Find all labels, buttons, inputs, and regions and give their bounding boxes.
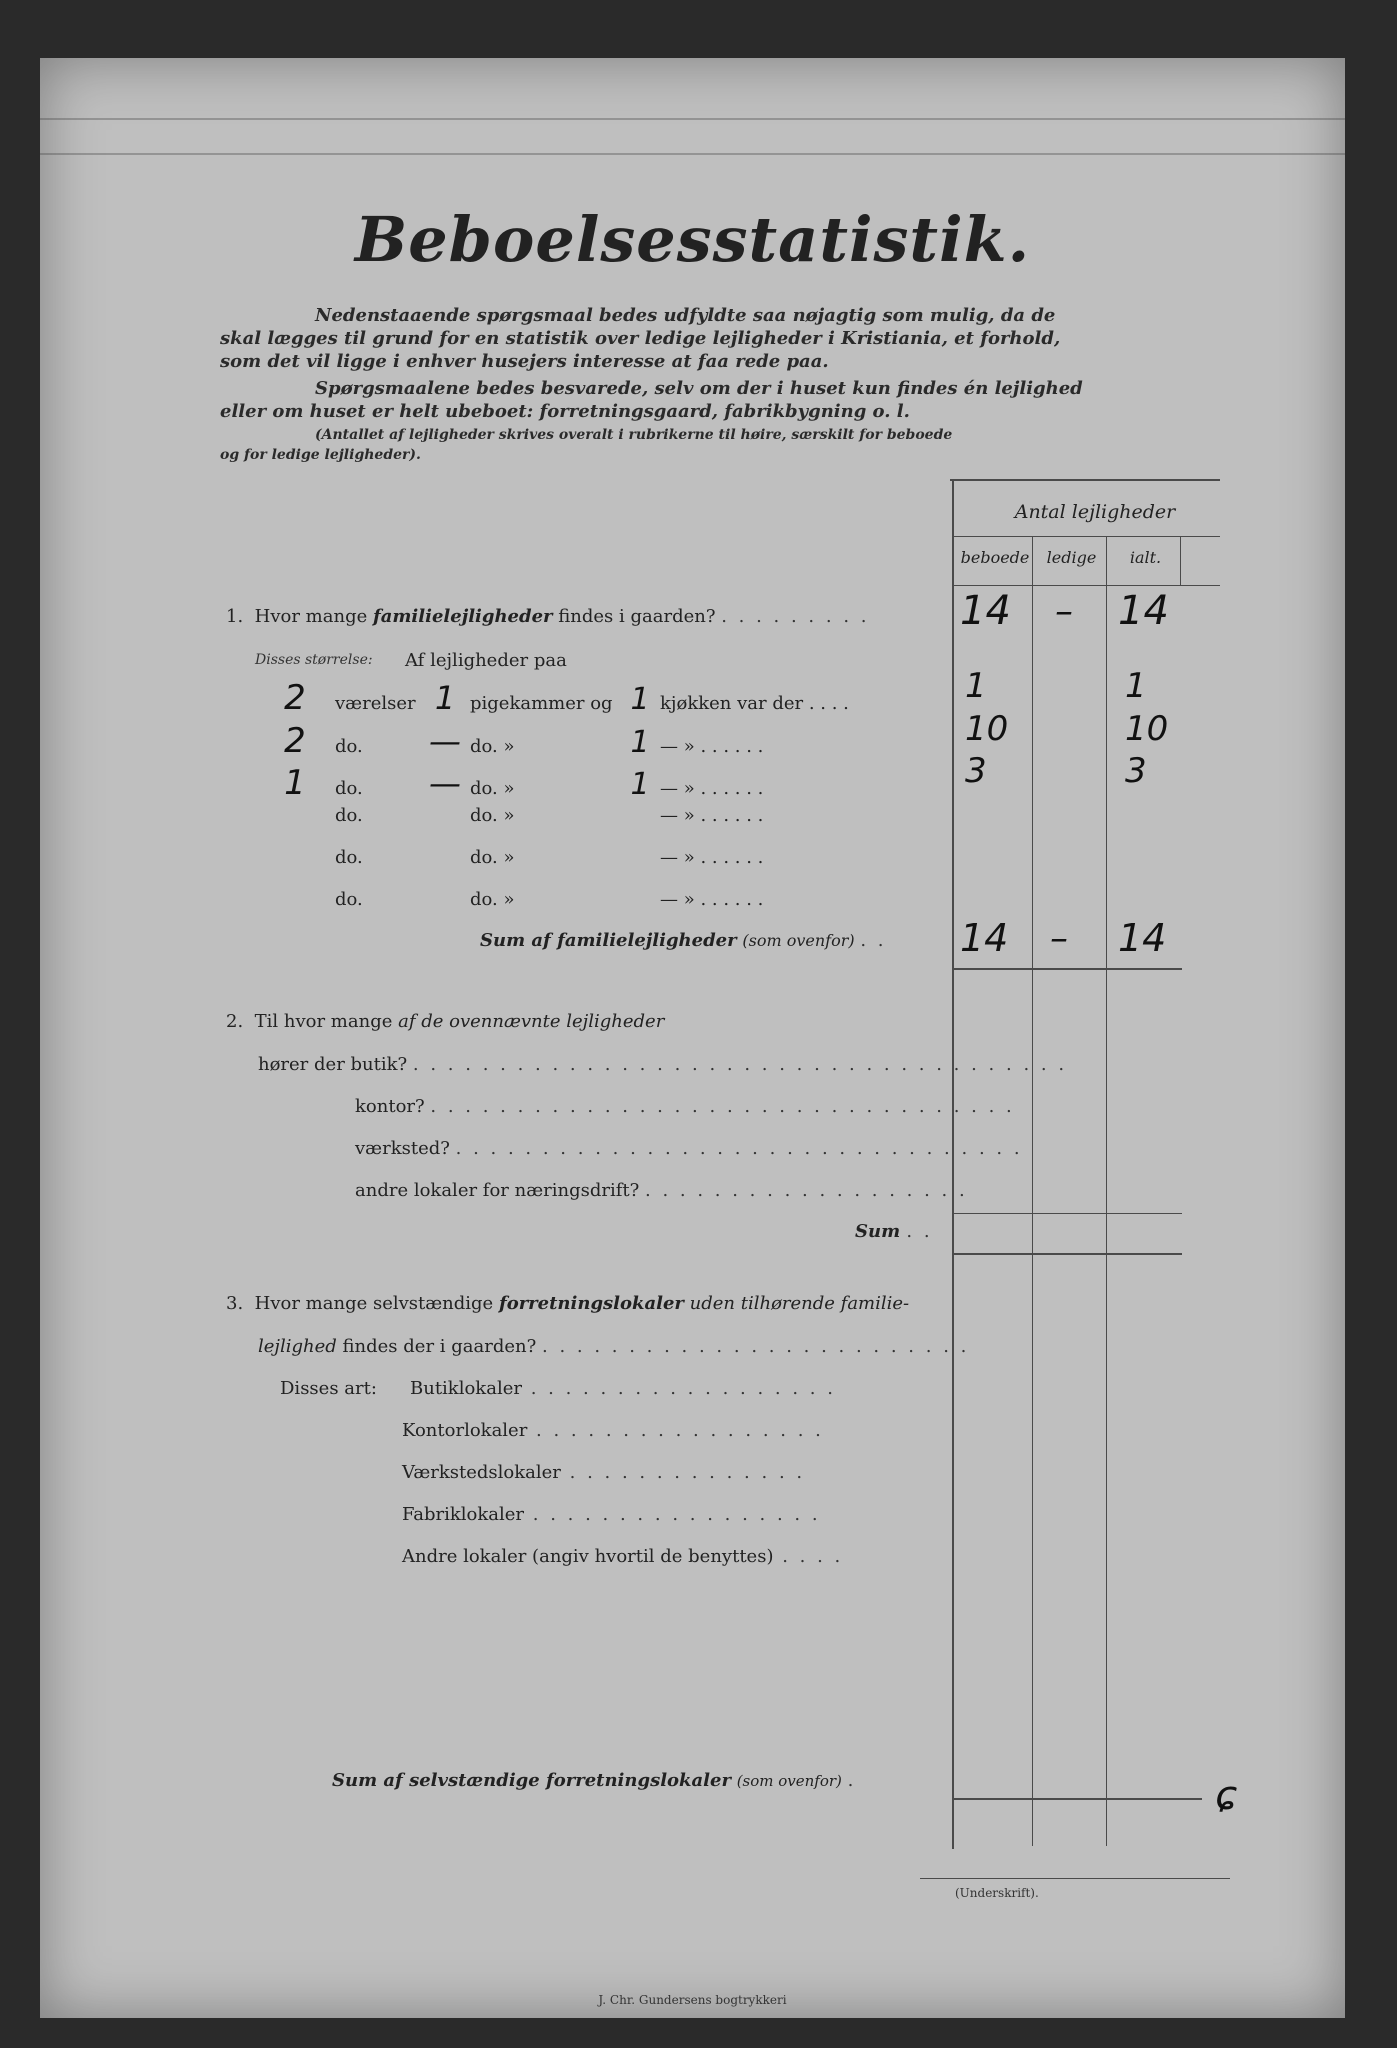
column-header-ledige: ledige	[1046, 548, 1097, 567]
sum-ialt-value: 14	[1118, 916, 1167, 960]
scan-line	[40, 153, 1345, 155]
sum-beboede-value: 14	[960, 916, 1009, 960]
sizes-label: Disses størrelse:	[255, 652, 373, 668]
q2-butik: hører der butik? . . . . . . . . . . . . . . . . . . . . . . . . . . . . . . . . . . . . . .	[258, 1054, 1068, 1075]
question-3-cont: lejlighed findes der i gaarden? . . . . . . . . . . . . . . . . . . . . . . . . .	[258, 1336, 970, 1357]
q3-item: Kontorlokaler . . . . . . . . . . . . . . . . .	[402, 1420, 824, 1441]
rooms-word: do.	[335, 805, 363, 826]
size-row-ialt-value: 1	[1125, 666, 1147, 706]
rooms-word: do.	[335, 736, 363, 757]
question-2: 2. Til hvor mange af de ovennævnte lejligheder	[226, 1011, 665, 1032]
sum-family-rule	[952, 968, 1182, 970]
kitchen-word: kjøkken var der . . . .	[660, 693, 849, 714]
rooms-word: do.	[335, 847, 363, 868]
q1-ialt-value: 14	[1118, 588, 1169, 634]
maid-word: do. »	[470, 889, 515, 910]
rooms-value: 2	[284, 721, 306, 761]
q2-andre: andre lokaler for næringsdrift? . . . . . . . . . . . . . . . . . . .	[355, 1180, 968, 1201]
maid-word: do. »	[470, 736, 515, 757]
q3-item: Andre lokaler (angiv hvortil de benyttes) . . . .	[402, 1546, 844, 1567]
q2-sum-top-rule	[952, 1213, 1182, 1214]
q3-art-label: Disses art:	[280, 1378, 377, 1399]
q3-sum-rule	[952, 1798, 1202, 1800]
intro-line-5: eller om huset er helt ubeboet: forretningsgaard, fabrikbygning o. l.	[220, 401, 910, 422]
kitchen-word: — » . . . . . .	[660, 778, 764, 799]
sum-family-row: Sum af familielejligheder (som ovenfor) . .	[480, 930, 887, 951]
kitchen-value: 1	[630, 682, 650, 717]
q3-item: Butiklokaler . . . . . . . . . . . . . . . . . .	[410, 1378, 836, 1399]
sizes-intro: Af lejligheder paa	[405, 650, 567, 671]
column-group-header: Antal lejligheder	[1014, 501, 1176, 523]
kitchen-word: — » . . . . . .	[660, 889, 764, 910]
size-row-ialt-value: 3	[1125, 751, 1147, 791]
kitchen-word: — » . . . . . .	[660, 847, 764, 868]
column-rule-2	[1106, 536, 1107, 1846]
form-page	[40, 58, 1345, 2018]
margin-mark: ɕ	[1215, 1773, 1237, 1819]
rooms-word: værelser	[335, 693, 416, 714]
maid-value: —	[429, 722, 461, 760]
size-row	[260, 763, 763, 803]
column-rule-1	[1032, 536, 1033, 1846]
maid-word: pigekammer og	[470, 693, 613, 714]
size-row-ialt-value: 10	[1125, 709, 1169, 749]
size-row	[260, 847, 763, 868]
intro-line-7: og for ledige lejligheder).	[220, 447, 421, 463]
rooms-word: do.	[335, 778, 363, 799]
maid-word: do. »	[470, 805, 515, 826]
column-rule-left	[952, 479, 954, 1849]
q2-sum-rule	[952, 1253, 1182, 1255]
column-header-beboede: beboede	[960, 548, 1030, 567]
column-rule-right	[1180, 536, 1181, 586]
q2-vaerksted: værksted? . . . . . . . . . . . . . . . . . . . . . . . . . . . . . . . . .	[355, 1138, 1023, 1159]
intro-line-3: som det vil ligge i enhver husejers interesse at faa rede paa.	[220, 351, 829, 372]
size-row-beboede-value: 1	[965, 666, 987, 706]
signature-line	[920, 1878, 1230, 1879]
intro-line-2: skal lægges til grund for en statistik over ledige lejligheder i Kristiania, et forhold,	[220, 328, 1061, 349]
maid-value: —	[429, 764, 461, 802]
question-1: 1. Hvor mange familielejligheder findes i gaarden? . . . . . . . . .	[226, 606, 870, 627]
table-top-rule	[950, 479, 1220, 481]
kitchen-word: — » . . . . . .	[660, 736, 764, 757]
kitchen-word: — » . . . . . .	[660, 805, 764, 826]
size-row	[260, 805, 763, 826]
column-header-ialt: ialt.	[1129, 548, 1162, 567]
rooms-word: do.	[335, 889, 363, 910]
size-row	[260, 721, 763, 761]
signature-label: (Underskrift).	[955, 1886, 1039, 1900]
sum-ledige-value: –	[1050, 918, 1068, 959]
intro-line-4: Spørgsmaalene bedes besvarede, selv om der i huset kun findes én lejlighed	[315, 378, 1083, 399]
size-row	[260, 889, 763, 910]
printer-imprint: J. Chr. Gundersens bogtrykkeri	[598, 1993, 787, 2007]
q3-item: Fabriklokaler . . . . . . . . . . . . . . . . .	[402, 1504, 821, 1525]
size-row	[260, 678, 849, 718]
intro-line-6: (Antallet af lejligheder skrives overalt i rubrikerne til høire, særskilt for beboede	[315, 427, 953, 443]
intro-line-1: Nedenstaaende spørgsmaal bedes udfyldte saa nøjagtig som mulig, da de	[315, 305, 1056, 326]
maid-word: do. »	[470, 778, 515, 799]
rooms-value: 1	[284, 763, 306, 803]
page-title: Beboelsesstatistik.	[354, 203, 1031, 276]
q1-ledige-value: –	[1055, 591, 1073, 632]
question-3: 3. Hvor mange selvstændige forretningslokaler uden tilhørende familie-	[226, 1293, 910, 1314]
q3-sum-row: Sum af selvstændige forretningslokaler (som ovenfor) .	[332, 1770, 857, 1791]
kitchen-value: 1	[630, 767, 650, 802]
q2-sum-label: Sum . .	[855, 1221, 933, 1242]
q2-kontor: kontor? . . . . . . . . . . . . . . . . . . . . . . . . . . . . . . . . . .	[355, 1096, 1015, 1117]
kitchen-value: 1	[630, 725, 650, 760]
maid-word: do. »	[470, 847, 515, 868]
rooms-value: 2	[284, 678, 306, 718]
q3-item: Værkstedslokaler . . . . . . . . . . . . . .	[402, 1462, 806, 1483]
size-row-beboede-value: 3	[965, 751, 987, 791]
q1-beboede-value: 14	[960, 588, 1011, 634]
scan-line	[40, 118, 1345, 120]
maid-value: 1	[434, 679, 456, 717]
size-row-beboede-value: 10	[965, 709, 1009, 749]
